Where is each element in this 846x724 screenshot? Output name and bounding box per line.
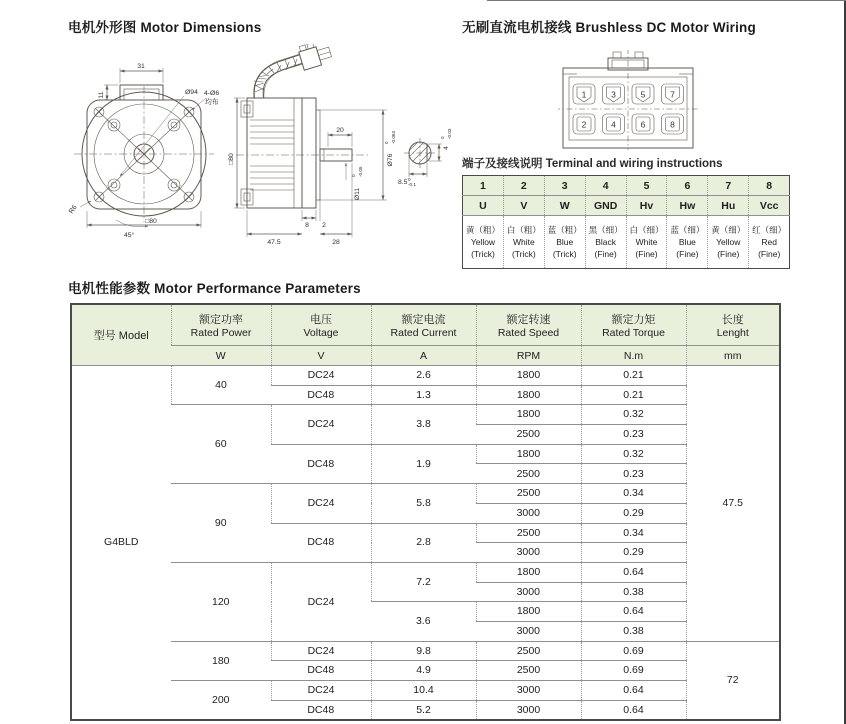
perf-cell: 0.21 bbox=[581, 366, 686, 386]
perf-cell: 3000 bbox=[476, 700, 581, 720]
dim-47-5: 47.5 bbox=[267, 239, 281, 246]
perf-col-header: 电压 Voltage bbox=[271, 304, 371, 346]
wiring-signal: U bbox=[463, 196, 504, 216]
dim-28: 28 bbox=[332, 239, 340, 246]
perf-cell: 72 bbox=[686, 641, 780, 720]
perf-cell: 3000 bbox=[476, 582, 581, 602]
perf-cell: 1800 bbox=[476, 385, 581, 405]
perf-col-header: 额定电流 Rated Current bbox=[371, 304, 476, 346]
dim-2: 2 bbox=[322, 222, 326, 229]
perf-cell: 40 bbox=[171, 366, 271, 405]
wiring-color-cell: 红（细） Red (Fine) bbox=[749, 216, 790, 269]
wiring-color-cell: 黑（细） Black (Fine) bbox=[585, 216, 626, 269]
wiring-pin-number: 1 bbox=[463, 176, 504, 196]
terminal-instructions-title: 端子及接线说明 Terminal and wiring instructions bbox=[462, 158, 723, 170]
perf-cell: 1800 bbox=[476, 405, 581, 425]
perf-cell: 0.34 bbox=[581, 523, 686, 543]
pin-label: 4 bbox=[611, 119, 616, 130]
perf-cell: DC48 bbox=[271, 444, 371, 483]
wiring-color-cell: 黄（细） Yellow (Fine) bbox=[708, 216, 749, 269]
perf-cell: 1.9 bbox=[371, 444, 476, 483]
dim-8: 8 bbox=[305, 222, 309, 229]
perf-cell: 3000 bbox=[476, 503, 581, 523]
perf-cell: 0.29 bbox=[581, 503, 686, 523]
perf-cell: DC48 bbox=[271, 523, 371, 562]
front-view bbox=[68, 63, 219, 239]
perf-cell: 3.8 bbox=[371, 405, 476, 444]
perf-cell: 90 bbox=[171, 484, 271, 563]
perf-cell: 3000 bbox=[476, 681, 581, 701]
perf-cell: 1800 bbox=[476, 602, 581, 622]
perf-cell: 2500 bbox=[476, 464, 581, 484]
perf-cell: 0.23 bbox=[581, 425, 686, 445]
wiring-pin-number: 3 bbox=[544, 176, 585, 196]
dim-8-5: 8.5 bbox=[398, 179, 408, 186]
motor-dimension-drawing bbox=[58, 44, 478, 249]
perf-cell: 2500 bbox=[476, 661, 581, 681]
wiring-signal: Vcc bbox=[749, 196, 790, 216]
perf-cell: 0.34 bbox=[581, 484, 686, 504]
perf-col-header: 额定转速 Rated Speed bbox=[476, 304, 581, 346]
perf-cell: DC48 bbox=[271, 700, 371, 720]
perf-cell: 2500 bbox=[476, 425, 581, 445]
perf-cell: 0.32 bbox=[581, 405, 686, 425]
dim-45: 45° bbox=[124, 232, 135, 239]
perf-cell: 5.8 bbox=[371, 484, 476, 523]
dim-square80-side: □80 bbox=[228, 153, 235, 165]
pin-label: 8 bbox=[670, 119, 675, 130]
perf-cell: 1800 bbox=[476, 444, 581, 464]
perf-cell: 2500 bbox=[476, 484, 581, 504]
perf-cell: 47.5 bbox=[686, 366, 780, 642]
perf-cell: 0.64 bbox=[581, 562, 686, 582]
pin-label: 3 bbox=[611, 89, 616, 100]
perf-cell: 2.6 bbox=[371, 366, 476, 386]
perf-cell: 120 bbox=[171, 562, 271, 641]
model-header: 型号 Model bbox=[71, 304, 171, 366]
perf-cell: 5.2 bbox=[371, 700, 476, 720]
perf-cell: DC24 bbox=[271, 405, 371, 444]
perf-col-unit: A bbox=[371, 346, 476, 366]
perf-cell: 2500 bbox=[476, 523, 581, 543]
svg-text:0: 0 bbox=[440, 136, 445, 139]
dim-20: 20 bbox=[336, 127, 344, 134]
svg-text:-0.1: -0.1 bbox=[408, 182, 416, 187]
svg-text:0: 0 bbox=[351, 174, 356, 177]
dim-dia76: Ø76 bbox=[387, 153, 394, 167]
perf-cell: DC24 bbox=[271, 681, 371, 701]
wiring-table bbox=[462, 175, 790, 269]
section-title-motor-dimensions: 电机外形图 Motor Dimensions bbox=[68, 20, 262, 35]
perf-cell: 2500 bbox=[476, 641, 581, 661]
dim-dia11: Ø11 bbox=[354, 187, 361, 201]
dim-holes: 4-Ø6 bbox=[204, 90, 220, 97]
perf-cell: 7.2 bbox=[371, 562, 476, 601]
wiring-color-cell: 白（细） White (Fine) bbox=[626, 216, 667, 269]
section-title-bldc-wiring: 无刷直流电机接线 Brushless DC Motor Wiring bbox=[462, 20, 756, 35]
perf-cell: DC48 bbox=[271, 385, 371, 405]
perf-cell: 2.8 bbox=[371, 523, 476, 562]
perf-col-unit: RPM bbox=[476, 346, 581, 366]
dim-r6: R6 bbox=[67, 204, 79, 216]
perf-cell: 60 bbox=[171, 405, 271, 484]
perf-col-header: 额定功率 Rated Power bbox=[171, 304, 271, 346]
perf-cell: 3000 bbox=[476, 621, 581, 641]
pin-label: 6 bbox=[640, 119, 646, 130]
wiring-signal: Hu bbox=[708, 196, 749, 216]
wiring-color-cell: 蓝（粗） Blue (Trick) bbox=[544, 216, 585, 269]
perf-cell: DC48 bbox=[271, 661, 371, 681]
perf-cell: 0.23 bbox=[581, 464, 686, 484]
perf-cell: 1800 bbox=[476, 562, 581, 582]
perf-cell: 0.69 bbox=[581, 661, 686, 681]
perf-cell: 200 bbox=[171, 681, 271, 721]
wiring-signal: W bbox=[544, 196, 585, 216]
perf-cell: 0.64 bbox=[581, 602, 686, 622]
dim-dia94: Ø94 bbox=[185, 89, 198, 96]
wiring-color-cell: 蓝（细） Blue (Fine) bbox=[667, 216, 708, 269]
wiring-pin-number: 4 bbox=[585, 176, 626, 196]
perf-cell: DC24 bbox=[271, 641, 371, 661]
side-view bbox=[228, 44, 396, 246]
perf-cell: 3000 bbox=[476, 543, 581, 563]
perf-cell: DC24 bbox=[271, 562, 371, 641]
svg-text:0: 0 bbox=[408, 177, 411, 182]
perf-cell: 0.69 bbox=[581, 641, 686, 661]
wiring-pin-number: 6 bbox=[667, 176, 708, 196]
dim-31: 31 bbox=[137, 63, 145, 70]
pin-label: 1 bbox=[581, 89, 587, 100]
dim-holes-note: 均布 bbox=[205, 99, 219, 106]
perf-cell: 0.38 bbox=[581, 582, 686, 602]
dim-square80-front: □80 bbox=[145, 218, 157, 225]
pin-label: 5 bbox=[640, 89, 646, 100]
perf-cell: 0.29 bbox=[581, 543, 686, 563]
perf-cell: 1.3 bbox=[371, 385, 476, 405]
cable-connector bbox=[297, 44, 333, 70]
wiring-signal: GND bbox=[585, 196, 626, 216]
wiring-pin-number: 5 bbox=[626, 176, 667, 196]
page-frame-top bbox=[487, 0, 846, 1]
dim-4: 4 bbox=[443, 146, 450, 150]
section-title-performance: 电机性能参数 Motor Performance Parameters bbox=[68, 281, 361, 296]
wiring-signal: Hw bbox=[667, 196, 708, 216]
perf-cell: DC24 bbox=[271, 366, 371, 386]
wiring-color-cell: 白（粗） White (Trick) bbox=[503, 216, 544, 269]
perf-cell: 3.6 bbox=[371, 602, 476, 641]
svg-text:-0.03: -0.03 bbox=[447, 128, 452, 139]
wiring-pin-number: 8 bbox=[749, 176, 790, 196]
pin-label: 7 bbox=[670, 89, 675, 100]
pin-label: 2 bbox=[581, 119, 587, 130]
svg-text:-0.05: -0.05 bbox=[358, 166, 363, 177]
perf-cell: 0.32 bbox=[581, 444, 686, 464]
perf-cell: DC24 bbox=[271, 484, 371, 523]
perf-col-unit: N.m bbox=[581, 346, 686, 366]
svg-text:-0.063: -0.063 bbox=[391, 130, 396, 144]
perf-cell: 9.8 bbox=[371, 641, 476, 661]
perf-cell: 4.9 bbox=[371, 661, 476, 681]
wiring-signal: Hv bbox=[626, 196, 667, 216]
svg-text:0: 0 bbox=[384, 141, 389, 144]
perf-col-header: 额定力矩 Rated Torque bbox=[581, 304, 686, 346]
connector-drawing bbox=[558, 50, 698, 150]
wiring-signal: V bbox=[503, 196, 544, 216]
perf-cell: 10.4 bbox=[371, 681, 476, 701]
perf-col-unit: W bbox=[171, 346, 271, 366]
perf-cell: G4BLD bbox=[71, 366, 171, 721]
shaft-section bbox=[398, 128, 452, 187]
perf-cell: 1800 bbox=[476, 366, 581, 386]
perf-cell: 0.64 bbox=[581, 700, 686, 720]
perf-col-header: 长度 Lenght bbox=[686, 304, 780, 346]
dim-11: 11 bbox=[98, 91, 105, 99]
perf-cell: 0.21 bbox=[581, 385, 686, 405]
perf-cell: 0.64 bbox=[581, 681, 686, 701]
wiring-color-cell: 黄（粗） Yellow (Trick) bbox=[463, 216, 504, 269]
perf-cell: 180 bbox=[171, 641, 271, 680]
perf-cell: 0.38 bbox=[581, 621, 686, 641]
wiring-pin-number: 7 bbox=[708, 176, 749, 196]
wiring-pin-number: 2 bbox=[503, 176, 544, 196]
performance-table bbox=[70, 303, 781, 721]
perf-col-unit: V bbox=[271, 346, 371, 366]
perf-col-unit: mm bbox=[686, 346, 780, 366]
